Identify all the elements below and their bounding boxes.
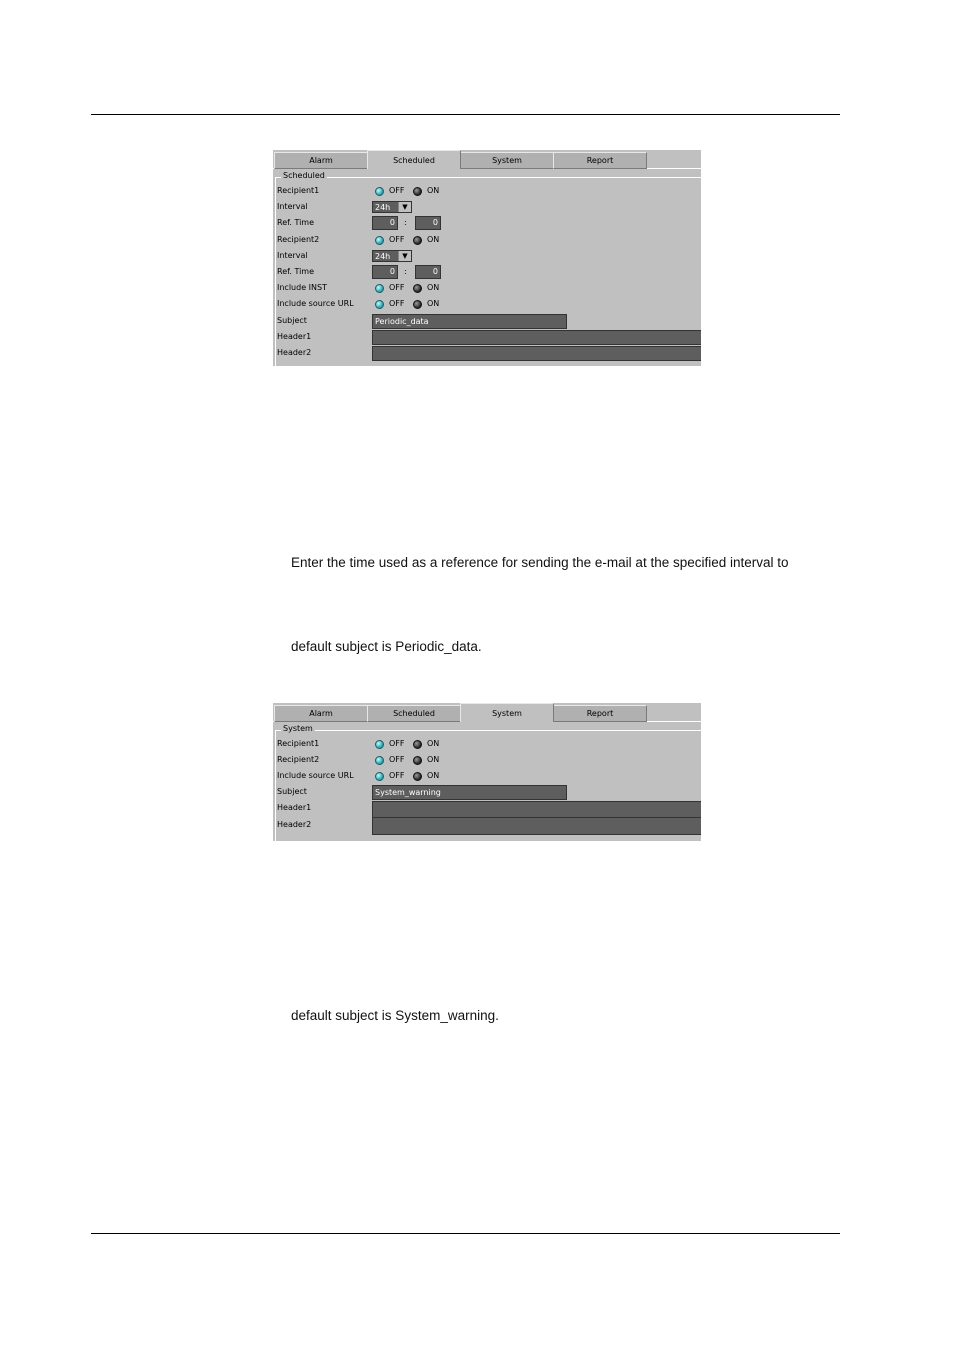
tab-report[interactable]: Report — [553, 152, 647, 169]
off-label: OFF — [389, 186, 405, 195]
on-label: ON — [427, 235, 440, 244]
system-settings-panel — [273, 703, 701, 841]
subject-input[interactable]: Periodic_data — [372, 314, 567, 329]
header2-input[interactable] — [372, 817, 701, 835]
group-title: System — [283, 724, 313, 733]
reftime2-minute-input[interactable]: 0 — [415, 265, 441, 279]
recipient1-label: Recipient1 — [277, 186, 320, 195]
recipient2-on-radio[interactable] — [413, 236, 422, 245]
on-label: ON — [427, 771, 440, 780]
header1-label: Header1 — [277, 803, 312, 812]
on-label: ON — [427, 186, 440, 195]
recipient1-off-radio[interactable] — [375, 187, 384, 196]
tab-system[interactable]: System — [460, 152, 554, 169]
top-rule — [91, 114, 840, 115]
interval1-value: 24h — [375, 203, 391, 212]
recipient2-on-radio[interactable] — [413, 756, 422, 765]
bottom-rule — [91, 1233, 840, 1234]
header1-label: Header1 — [277, 332, 312, 341]
chevron-down-icon[interactable]: ▼ — [398, 251, 411, 261]
scheduled-settings-panel — [273, 150, 701, 366]
tab-scheduled[interactable]: Scheduled — [367, 150, 461, 169]
time-colon: : — [404, 218, 407, 227]
reftime2-label: Ref. Time — [277, 267, 315, 276]
include-url-label: Include source URL — [277, 299, 354, 308]
tab-scheduled[interactable]: Scheduled — [367, 705, 461, 722]
scheduled-subject-description: default subject is Periodic_data. — [291, 639, 482, 654]
on-label: ON — [427, 283, 440, 292]
reftime1-minute-input[interactable]: 0 — [415, 216, 441, 230]
off-label: OFF — [389, 739, 405, 748]
subject-input[interactable]: System_warning — [372, 785, 567, 800]
chevron-down-icon[interactable]: ▼ — [398, 202, 411, 212]
header1-input[interactable] — [372, 330, 701, 345]
time-colon: : — [404, 267, 407, 276]
tab-alarm[interactable]: Alarm — [274, 705, 368, 722]
reftime1-label: Ref. Time — [277, 218, 315, 227]
group-title: Scheduled — [283, 171, 325, 180]
reftime2-hour-input[interactable]: 0 — [372, 265, 398, 279]
include-url-on-radio[interactable] — [413, 300, 422, 309]
tab-bar — [273, 150, 701, 169]
off-label: OFF — [389, 283, 405, 292]
reftime1-hour-input[interactable]: 0 — [372, 216, 398, 230]
tab-report[interactable]: Report — [553, 705, 647, 722]
include-url-label: Include source URL — [277, 771, 354, 780]
off-label: OFF — [389, 299, 405, 308]
interval2-value: 24h — [375, 252, 391, 261]
on-label: ON — [427, 299, 440, 308]
recipient1-on-radio[interactable] — [413, 740, 422, 749]
subject-label: Subject — [277, 787, 307, 796]
recipient2-label: Recipient2 — [277, 235, 320, 244]
include-inst-off-radio[interactable] — [375, 284, 384, 293]
recipient1-off-radio[interactable] — [375, 740, 384, 749]
interval2-dropdown[interactable] — [372, 250, 412, 262]
off-label: OFF — [389, 235, 405, 244]
interval1-label: Interval — [277, 202, 308, 211]
recipient1-on-radio[interactable] — [413, 187, 422, 196]
interval1-dropdown[interactable] — [372, 201, 412, 213]
include-inst-label: Include INST — [277, 283, 327, 292]
recipient2-off-radio[interactable] — [375, 756, 384, 765]
header2-label: Header2 — [277, 820, 312, 829]
off-label: OFF — [389, 771, 405, 780]
recipient1-label: Recipient1 — [277, 739, 320, 748]
recipient2-label: Recipient2 — [277, 755, 320, 764]
on-label: ON — [427, 739, 440, 748]
header2-input[interactable] — [372, 346, 701, 361]
header2-label: Header2 — [277, 348, 312, 357]
include-url-off-radio[interactable] — [375, 772, 384, 781]
recipient2-off-radio[interactable] — [375, 236, 384, 245]
tab-alarm[interactable]: Alarm — [274, 152, 368, 169]
tab-system[interactable]: System — [460, 703, 554, 722]
subject-label: Subject — [277, 316, 307, 325]
reftime-description: Enter the time used as a reference for sending the e-mail at the specified interval to — [291, 555, 789, 570]
include-url-off-radio[interactable] — [375, 300, 384, 309]
system-subject-description: default subject is System_warning. — [291, 1008, 499, 1023]
off-label: OFF — [389, 755, 405, 764]
include-url-on-radio[interactable] — [413, 772, 422, 781]
include-inst-on-radio[interactable] — [413, 284, 422, 293]
tab-bar — [273, 703, 701, 722]
header1-input[interactable] — [372, 801, 701, 818]
interval2-label: Interval — [277, 251, 308, 260]
on-label: ON — [427, 755, 440, 764]
